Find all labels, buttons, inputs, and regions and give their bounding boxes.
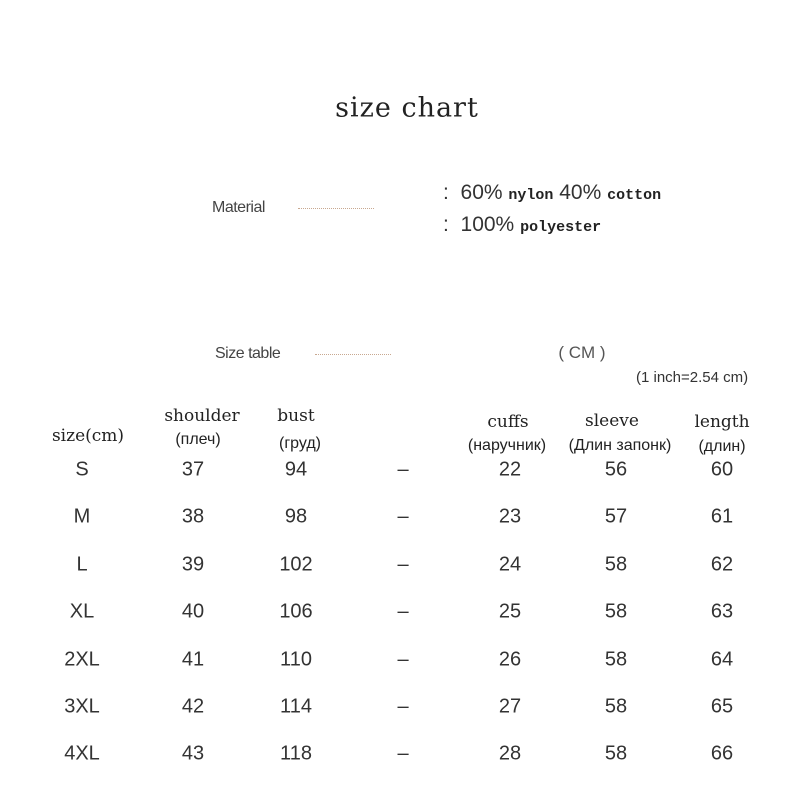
size-table-divider — [315, 354, 391, 355]
table-cell: 43 — [181, 742, 205, 765]
table-cell: 37 — [181, 458, 205, 481]
table-cell: 63 — [710, 600, 734, 623]
table-cell: 94 — [284, 458, 308, 481]
table-cell: 58 — [604, 695, 628, 718]
column-header-ru: (плеч) — [175, 431, 221, 448]
table-cell: 42 — [181, 695, 205, 718]
table-cell: 58 — [604, 600, 628, 623]
fabric: polyester — [520, 219, 602, 236]
table-cell: 60 — [710, 458, 734, 481]
table-cell: 28 — [498, 742, 522, 765]
column-header-ru: (наручник) — [467, 437, 547, 454]
column-header-ru: (длин) — [698, 438, 746, 455]
size-cell: M — [73, 505, 91, 528]
table-cell: 65 — [710, 695, 734, 718]
column-header-ru: (Длин запонк) — [568, 437, 672, 454]
table-cell: 58 — [604, 742, 628, 765]
size-cell: L — [76, 553, 88, 576]
table-cell: 118 — [280, 742, 312, 765]
table-cell: 25 — [498, 600, 522, 623]
unit-label: ( CM ) — [558, 343, 606, 362]
size-cell: 4XL — [64, 742, 100, 765]
table-cell: 61 — [710, 505, 734, 528]
table-cell: 56 — [604, 458, 628, 481]
table-cell: 57 — [604, 505, 628, 528]
size-cell: 3XL — [64, 695, 100, 718]
column-header: shoulder — [164, 406, 240, 426]
table-cell: – — [397, 458, 409, 481]
table-cell: 23 — [498, 505, 522, 528]
table-cell: – — [397, 648, 409, 671]
table-cell: 102 — [279, 553, 313, 576]
table-cell: 114 — [280, 695, 312, 718]
percent: 40% — [559, 181, 602, 204]
column-header: sleeve — [585, 411, 639, 431]
table-cell: 98 — [284, 505, 308, 528]
size-cell: S — [75, 458, 89, 481]
table-cell: 27 — [498, 695, 522, 718]
material-divider — [298, 208, 374, 209]
page-title: size chart — [335, 92, 479, 124]
column-header: size(cm) — [51, 426, 125, 446]
column-header-ru: (груд) — [278, 435, 322, 452]
table-cell: 40 — [181, 600, 205, 623]
table-cell: – — [397, 600, 409, 623]
material-line-1 — [443, 181, 661, 205]
table-cell: 39 — [181, 553, 205, 576]
table-cell: 26 — [498, 648, 522, 671]
size-table-label: Size table — [215, 345, 281, 362]
table-cell: 66 — [710, 742, 734, 765]
table-cell: 58 — [604, 648, 628, 671]
size-cell: XL — [69, 600, 95, 623]
colon: : — [443, 213, 449, 236]
table-cell: 58 — [604, 553, 628, 576]
percent: 100% — [460, 213, 515, 236]
column-header: length — [694, 412, 750, 432]
table-cell: – — [397, 505, 409, 528]
percent: 60% — [460, 181, 503, 204]
table-cell: 38 — [181, 505, 205, 528]
colon: : — [443, 181, 449, 204]
table-cell: 22 — [498, 458, 522, 481]
table-cell: 110 — [280, 648, 312, 671]
table-cell: 106 — [279, 600, 313, 623]
material-line-2 — [443, 213, 601, 237]
table-cell: – — [397, 553, 409, 576]
fabric: nylon — [508, 187, 554, 204]
table-cell: 62 — [710, 553, 734, 576]
table-cell: – — [397, 742, 409, 765]
conversion-note: (1 inch=2.54 cm) — [636, 369, 749, 386]
fabric: cotton — [607, 187, 662, 204]
table-cell: 24 — [498, 553, 522, 576]
column-header: cuffs — [487, 412, 529, 432]
table-cell: – — [397, 695, 409, 718]
size-cell: 2XL — [64, 648, 100, 671]
material-label: Material — [212, 199, 265, 216]
table-cell: 41 — [181, 648, 205, 671]
column-header: bust — [277, 406, 315, 426]
table-cell: 64 — [710, 648, 734, 671]
